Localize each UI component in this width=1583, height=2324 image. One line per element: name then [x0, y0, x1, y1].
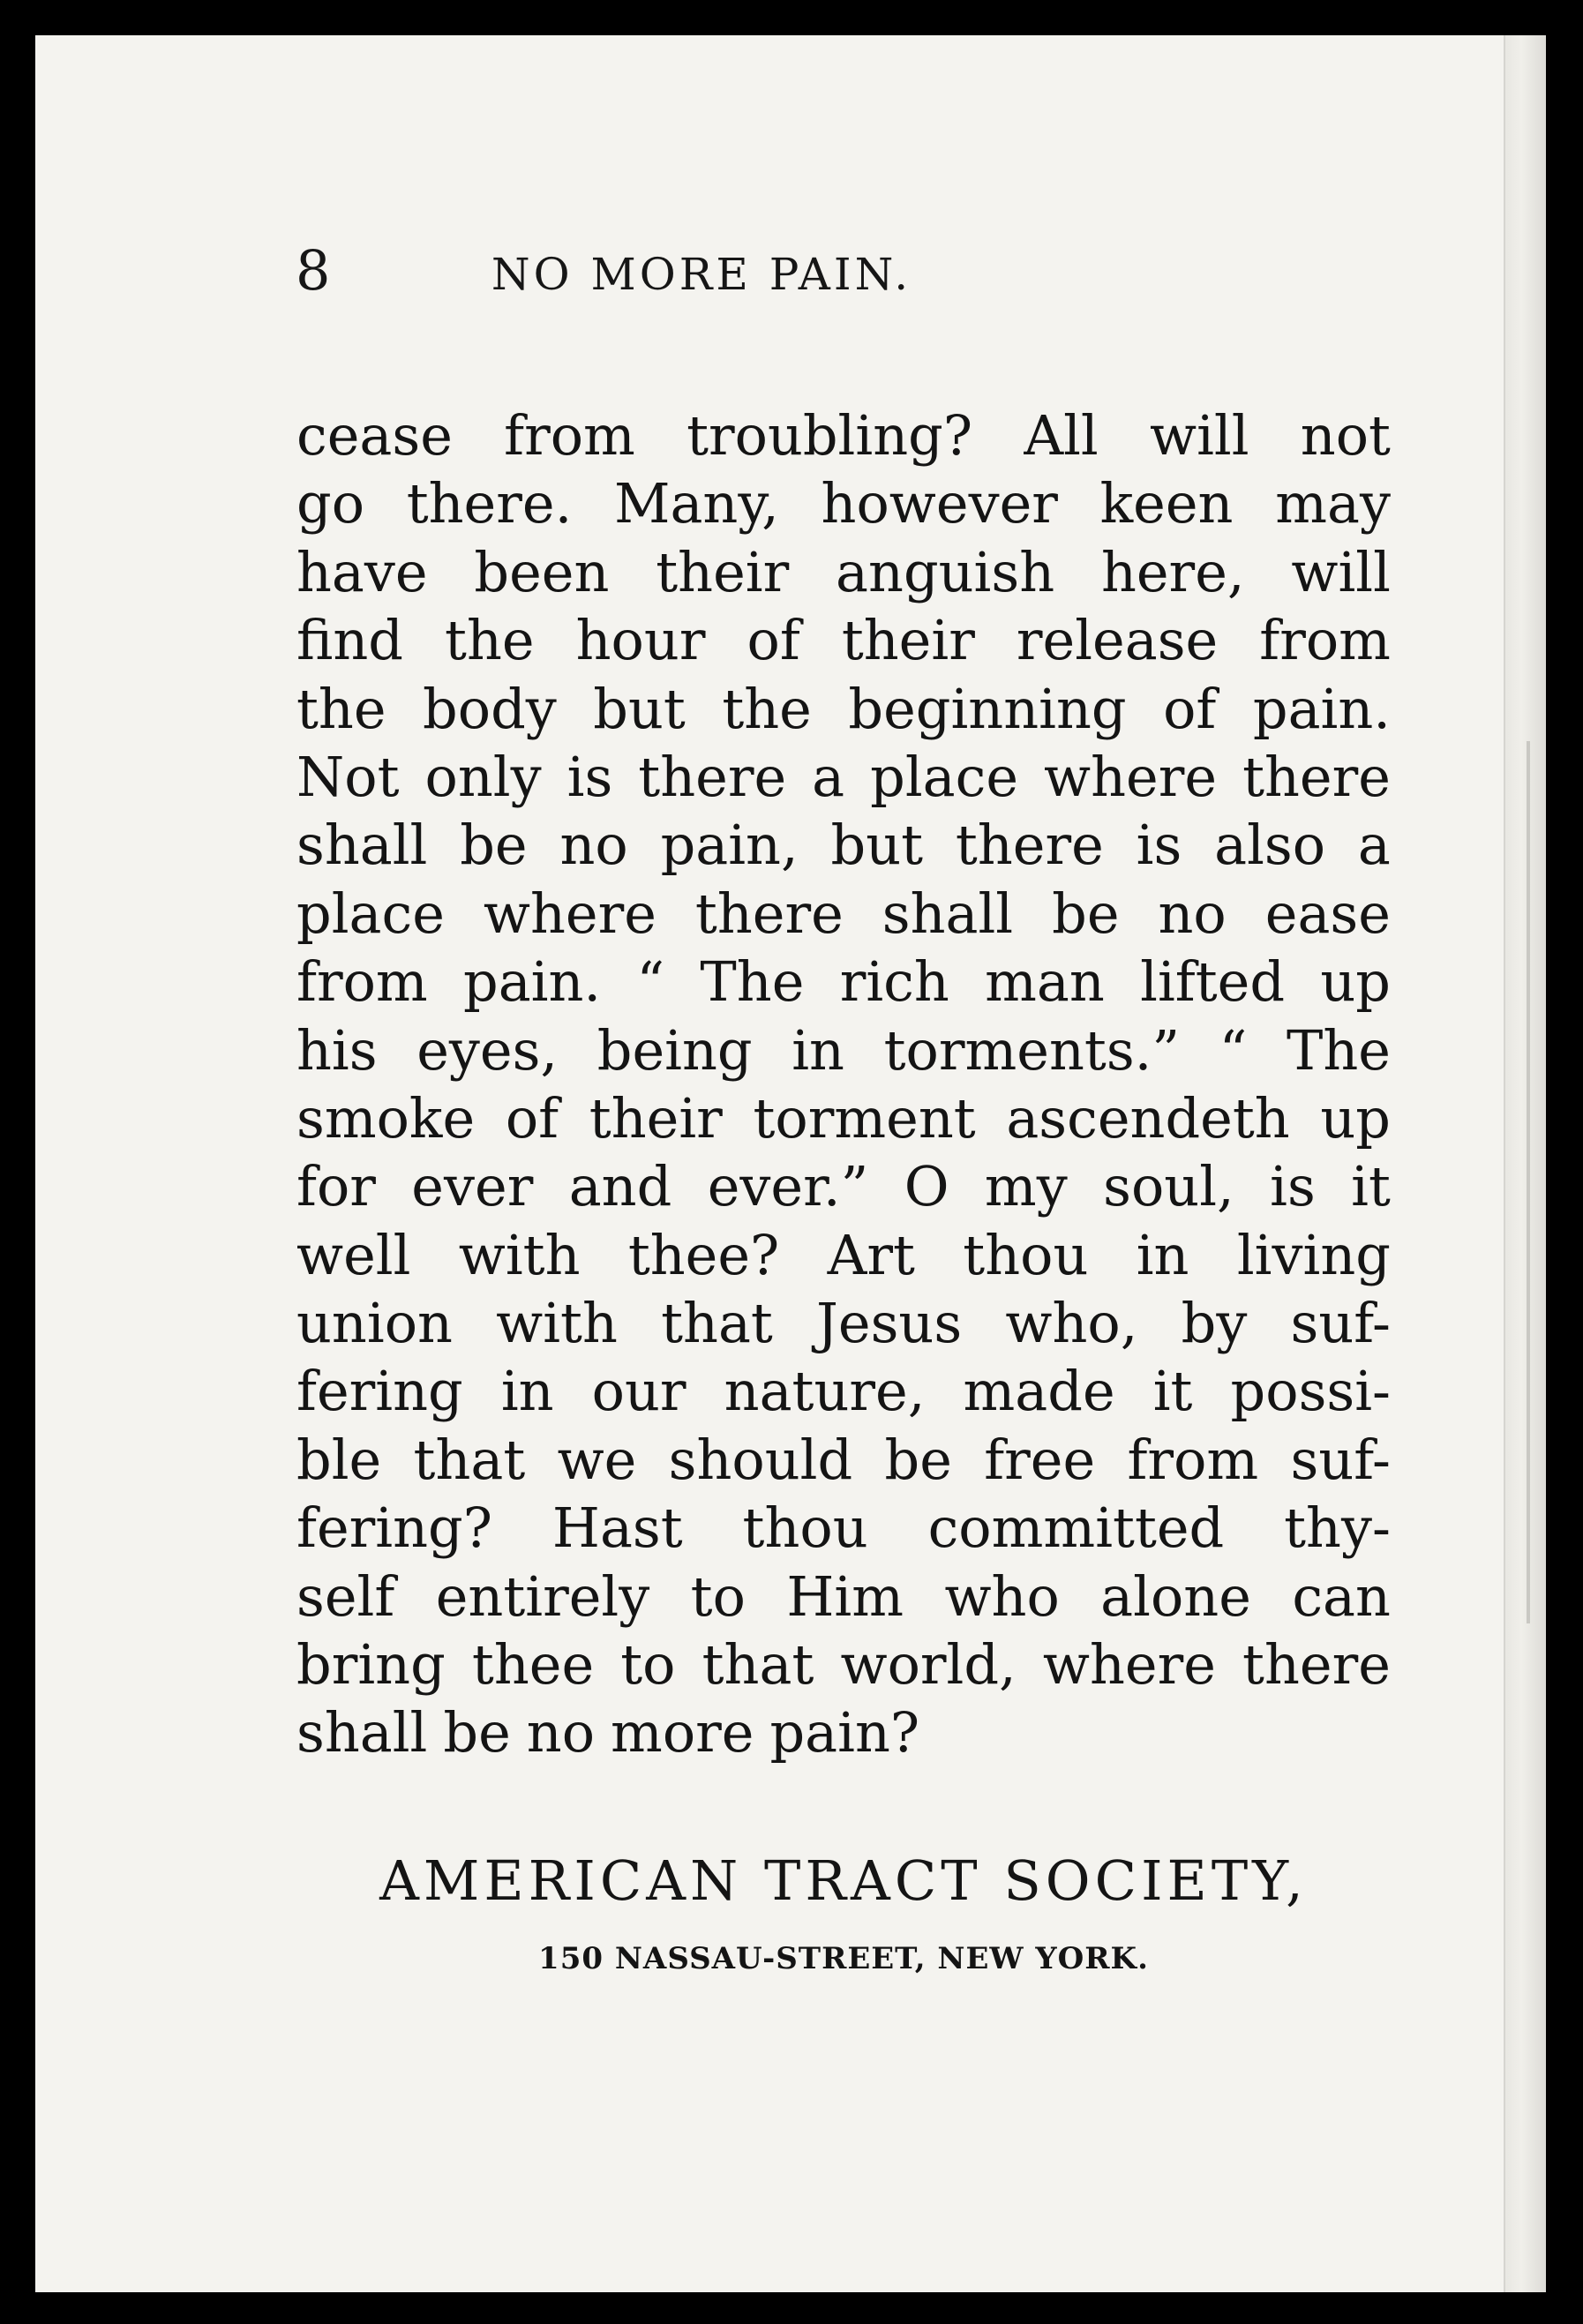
text-line: fering in our nature, made it possi-	[296, 1359, 1391, 1424]
page-number: 8	[296, 238, 331, 303]
page-crease	[1527, 741, 1530, 1623]
text-line: shall be no pain, but there is also a	[296, 813, 1391, 878]
text-line: his eyes, being in torments.” “ The	[296, 1017, 1391, 1083]
running-title: NO MORE PAIN.	[491, 249, 912, 300]
page-header	[260, 238, 1143, 335]
text-line: place where there shall be no ease	[296, 881, 1391, 946]
book-page	[35, 35, 1546, 2292]
text-line: from pain. “ The rich man lifted up	[296, 949, 1391, 1015]
text-line: Not only is there a place where there	[296, 744, 1391, 809]
body-text	[296, 401, 1391, 1767]
text-line: find the hour of their release from	[296, 608, 1391, 673]
text-line: shall be no more pain?	[296, 1700, 920, 1765]
text-line: well with thee? Art thou in living	[296, 1222, 1391, 1287]
publisher-address: 150 NASSAU-STREET, NEW YORK.	[538, 1941, 1149, 1976]
next-page-edge	[1504, 35, 1546, 2292]
text-line: go there. Many, however keen may	[296, 471, 1391, 536]
text-line: union with that Jesus who, by suf-	[296, 1291, 1391, 1356]
text-line: the body but the beginning of pain.	[296, 676, 1391, 741]
text-line: have been their anguish here, will	[296, 539, 1391, 604]
publisher-name: AMERICAN TRACT SOCIETY,	[379, 1848, 1308, 1913]
text-line: fering? Hast thou committed thy-	[296, 1496, 1391, 1561]
text-line: smoke of their torment ascendeth up	[296, 1085, 1391, 1151]
text-line: ble that we should be free from suf-	[296, 1427, 1391, 1492]
text-line: for ever and ever.” O my soul, is it	[296, 1154, 1391, 1219]
text-line: bring thee to that world, where there	[296, 1632, 1391, 1698]
text-line: self entirely to Him who alone can	[296, 1563, 1391, 1629]
text-line: cease from troubling? All will not	[296, 403, 1391, 468]
